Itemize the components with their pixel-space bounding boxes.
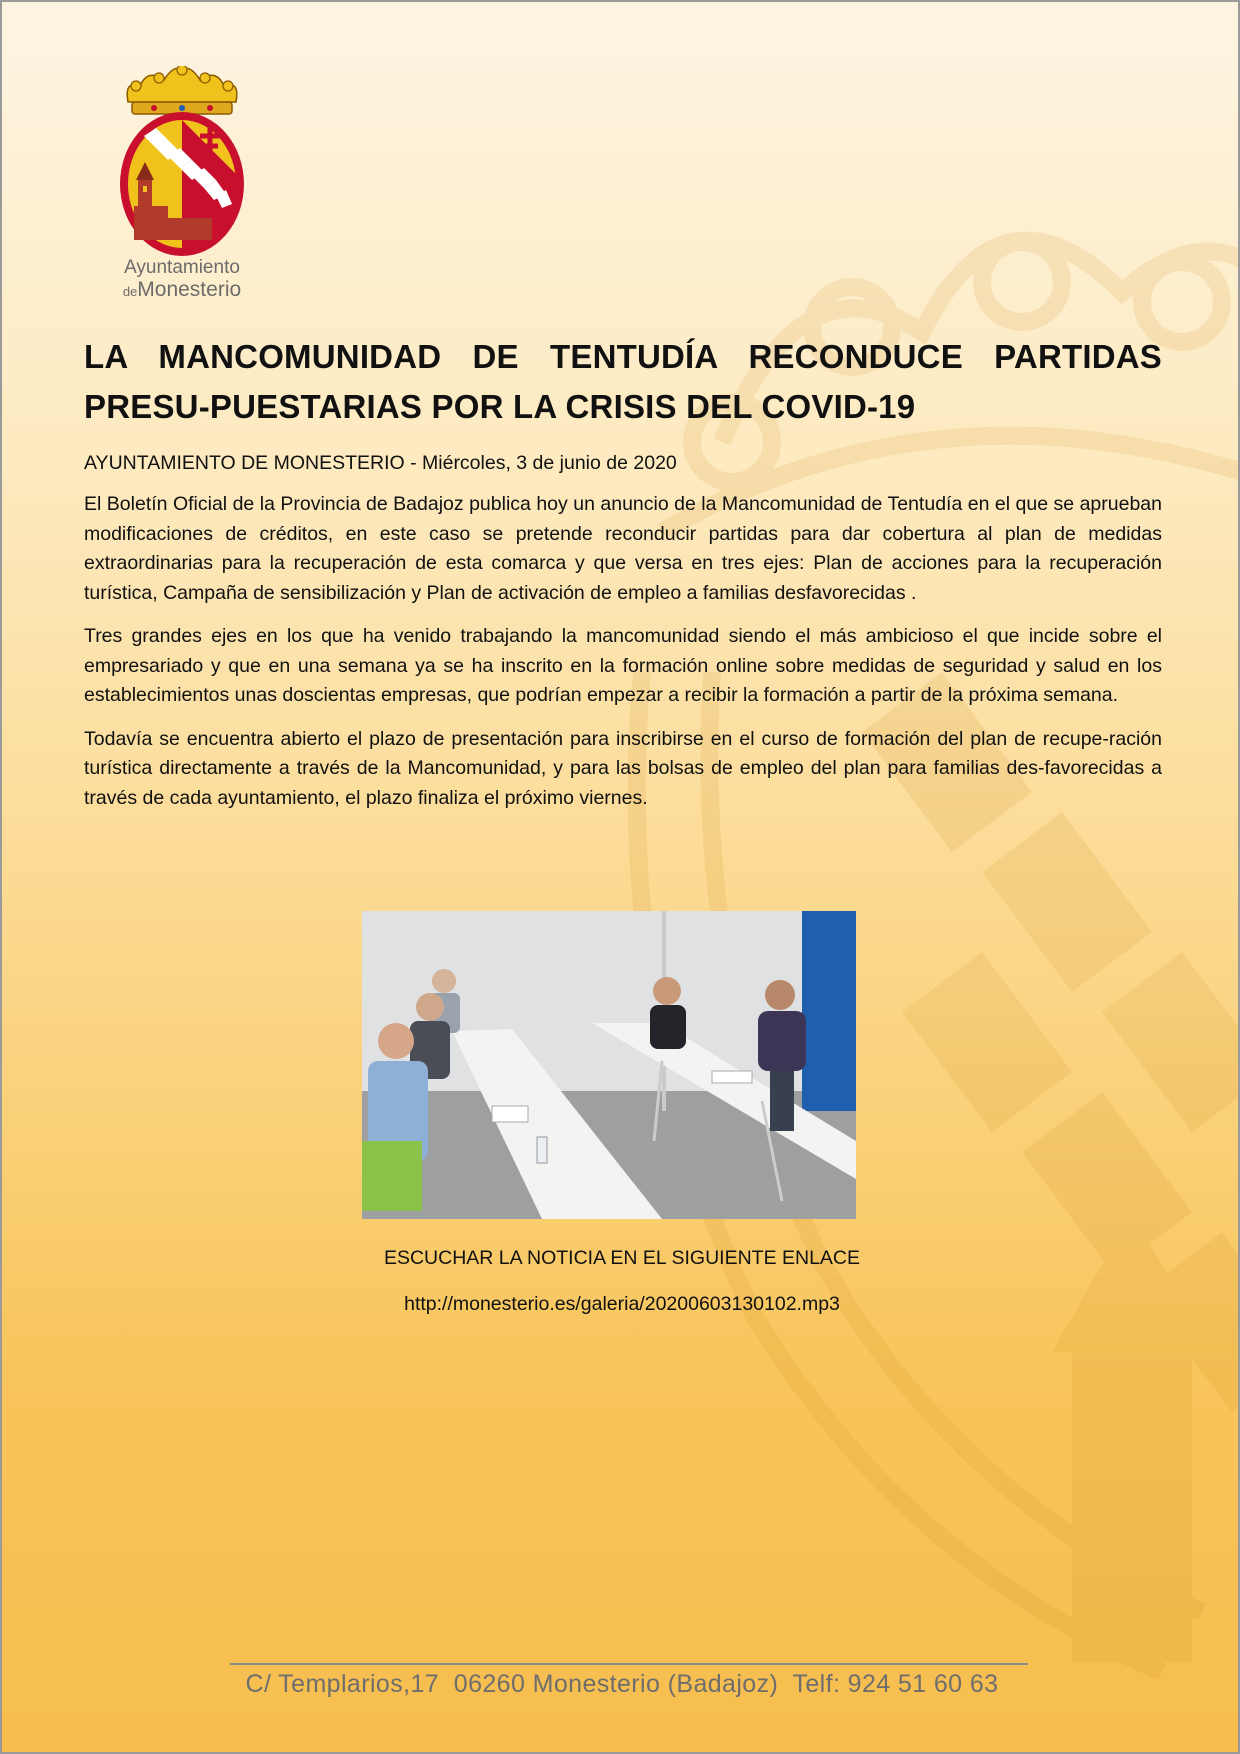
coat-of-arms-icon <box>114 66 250 256</box>
article-title: LA MANCOMUNIDAD DE TENTUDÍA RECONDUCE PARTIDAS PRESU-PUESTARIAS POR LA CRISIS DEL COVID-19 <box>84 338 1162 425</box>
logo-line-1: Ayuntamiento <box>124 257 240 278</box>
footer-address: C/ Templarios,17 06260 Monesterio (Badajoz) Telf: 924 51 60 63 <box>245 1670 999 1698</box>
article <box>84 332 1162 813</box>
article-paragraph: Tres grandes ejes en los que ha venido trabajando la mancomunidad siendo el más ambicioso el que incide sobre el empresariado y que en una semana ya se ha inscrito en la formación online sobre medidas de seguridad y salud en los establecimientos unas doscientas empresas, que podrían empezar a recibir la formación a partir de la próxima semana. <box>84 625 1162 706</box>
meeting-photo <box>362 911 856 1219</box>
listen-label: ESCUCHAR LA NOTICIA EN EL SIGUIENTE ENLACE <box>383 1247 861 1269</box>
footer-divider <box>230 1663 1028 1665</box>
logo-line-2 <box>112 279 252 303</box>
logo-line-2-name: Monesterio <box>137 278 242 301</box>
article-byline: AYUNTAMIENTO DE MONESTERIO - Miércoles, 3 de junio de 2020 <box>84 452 677 474</box>
article-paragraph: El Boletín Oficial de la Provincia de Badajoz publica hoy un anuncio de la Mancomunidad de Tentudía en el que se aprueban modificaciones de créditos, en este caso se pretende reconducir partidas para dar cobertura al plan de medidas extraordinarias para la recuperación de esta comarca y que versa en tres ejes: Plan de acciones para la recuperación turística, Campaña de sensibilización y Plan de activación de empleo a familias desfavorecidas . <box>84 493 1162 604</box>
audio-link[interactable]: http://monesterio.es/galeria/20200603130102.mp3 <box>404 1293 840 1315</box>
article-paragraph: Todavía se encuentra abierto el plazo de presentación para inscribirse en el curso de formación del plan de recupe-ración turística directamente a través de la Mancomunidad, y para las bolsas de empleo del plan para familias des-favorecidas a través de cada ayuntamiento, el plazo finaliza el próximo viernes. <box>84 727 1162 809</box>
meeting-room-image <box>362 911 856 1219</box>
logo-line-2-prefix: de <box>122 284 138 299</box>
logo-caption <box>112 257 252 303</box>
municipal-logo <box>102 66 262 256</box>
